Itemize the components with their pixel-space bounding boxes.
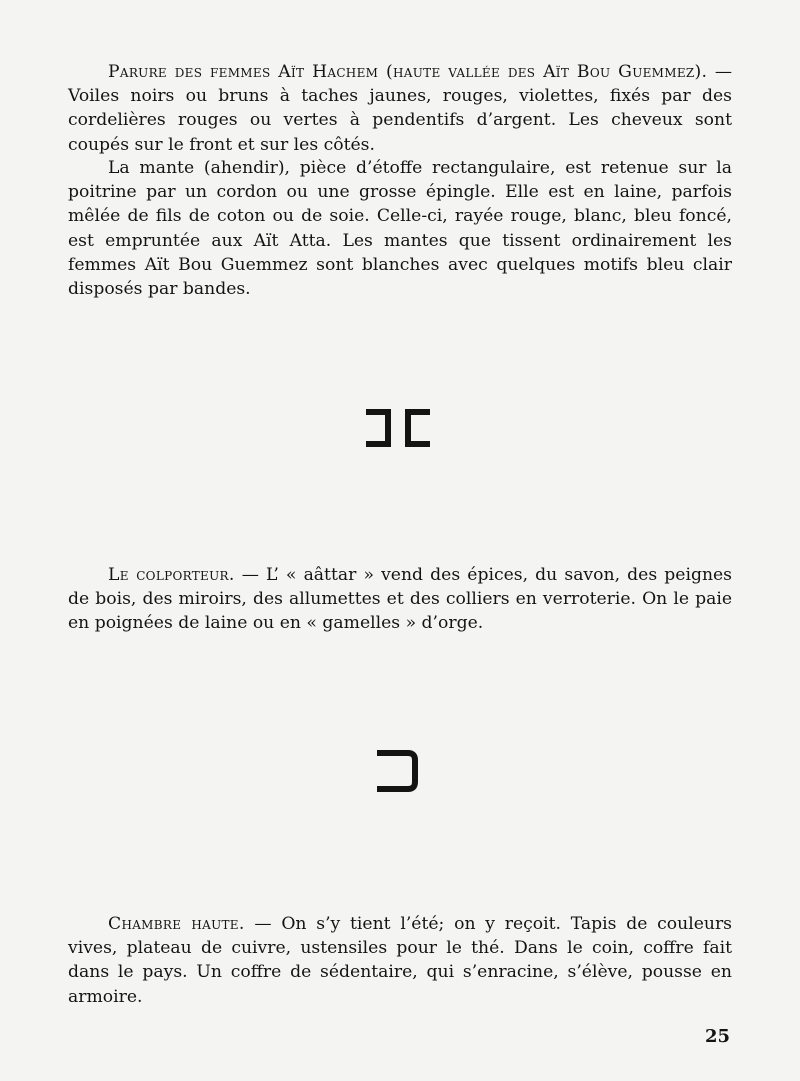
section-heading-chambre-haute: Chambre haute.	[108, 914, 245, 934]
page-number: 25	[704, 1026, 730, 1047]
section-heading-colporteur: Le colporteur.	[108, 565, 235, 585]
paragraph-parure-2: La mante (ahendir), pièce d’étoffe rectangulaire, est retenue sur la poitrine par un cordon ou une grosse épingle. Elle est en laine, parfois mêlée de fils de coton ou de soie. Celle-ci, rayée rouge, blanc, bleu foncé, est empruntée aux Aït Atta. Les mantes que tissent ordinairement les femmes Aït Bou Guemmez sont blanches avec quelques motifs bleu clair disposés par bandes.	[68, 158, 732, 300]
paragraph-parure-1	[68, 60, 732, 157]
paragraph-text: — Voiles noirs ou bruns à taches jaunes, rouges, violettes, fixés par des cordelières rouges ou vertes à pendentifs d’argent. Les cheveux sont coupés sur le front et sur les côtés.	[68, 62, 732, 155]
single-bracket-glyph-icon	[374, 748, 420, 794]
paragraph-chambre-haute	[68, 912, 732, 1009]
double-bracket-glyph-icon	[362, 408, 434, 448]
paragraph-text: — On s’y tient l’été; on y reçoit. Tapis de couleurs vives, plateau de cuivre, ustensiles pour le thé. Dans le coin, coffre fait dans le pays. Un coffre de sédentaire, qui s’enracine, s’élève, pousse en armoire.	[68, 914, 732, 1007]
paragraph-text: — L’ « aâttar » vend des épices, du savon, des peignes de bois, des miroirs, des allumettes et des colliers en verroterie. On le paie en poignées de laine ou en « gamelles » d’orge.	[68, 565, 733, 634]
paragraph-colporteur	[68, 563, 732, 636]
section-heading-parure: Parure des femmes Aït Hachem (haute vallée des Aït Bou Guemmez).	[108, 62, 708, 82]
